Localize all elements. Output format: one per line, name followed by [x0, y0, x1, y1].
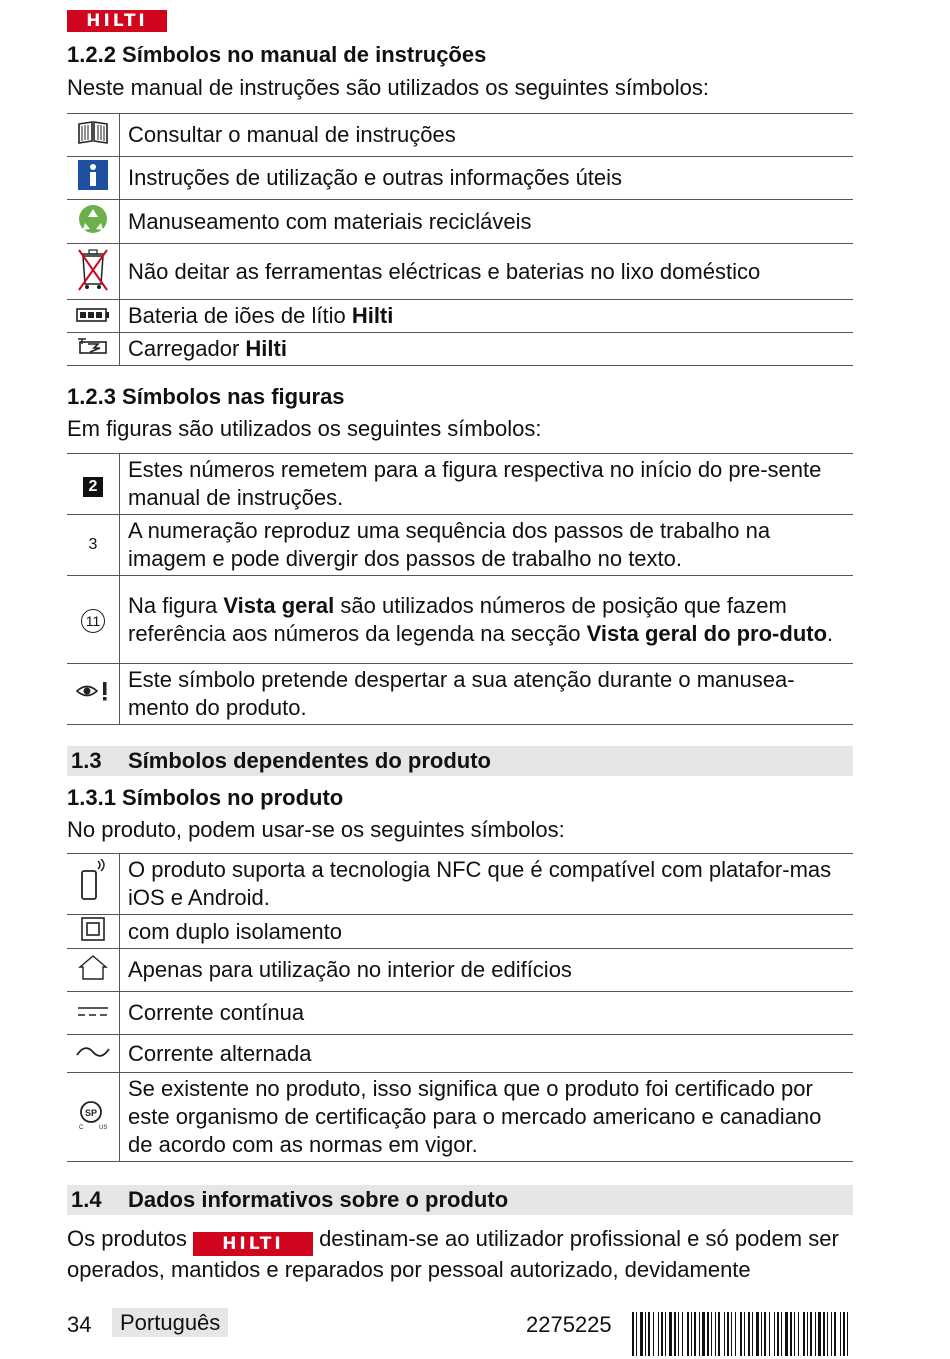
table-row [67, 949, 853, 992]
crossed-bin-icon [67, 244, 120, 300]
table-row [67, 576, 853, 664]
cell-text: . [827, 620, 834, 646]
symbols-table-figures [67, 453, 853, 725]
hilti-inline-logo: HILTI [193, 1232, 313, 1256]
position-number-label: 11 [81, 609, 105, 633]
section-text-1-4 [67, 1225, 853, 1284]
table-row [67, 1035, 853, 1073]
section-intro-1-3-1: No produto, podem usar-se os seguintes símbolos: [67, 817, 565, 842]
double-insulation-icon [67, 915, 120, 949]
step-number-icon [67, 515, 120, 576]
paragraph-text: destinam-se ao utilizador profissional e só podem ser operados, mantidos e reparados por pessoal autorizado, devidamente [67, 1226, 839, 1282]
section-number: 1.4 [71, 1187, 102, 1212]
brand-name: Hilti [351, 303, 394, 328]
position-number-icon [67, 576, 120, 664]
table-cell: Instruções de utilização e outras informações úteis [120, 157, 854, 200]
table-row [67, 157, 853, 200]
svg-text:SP: SP [85, 1108, 98, 1118]
table-cell: Estes números remetem para a figura respectiva no início do pre-sente manual de instruções. [120, 454, 854, 515]
section-heading-1-2-3: 1.2.3 Símbolos nas figuras [67, 384, 345, 409]
battery-icon [67, 300, 120, 333]
barcode [632, 1312, 852, 1356]
manual-book-icon [67, 114, 120, 157]
table-row [67, 1073, 853, 1162]
table-cell: Se existente no produto, isso significa que o produto foi certificado por este organismo de certificação para o mercado americano e canadiano de acordo com as normas em vigor. [120, 1073, 854, 1162]
alternating-current-icon [67, 1035, 120, 1073]
table-cell: Corrente contínua [120, 992, 854, 1035]
info-icon [67, 157, 120, 200]
table-cell [120, 576, 854, 664]
paragraph-text: Os produtos [67, 1226, 193, 1251]
cell-text: Bateria de iões de lítio [128, 303, 352, 328]
table-cell: Corrente alternada [120, 1035, 854, 1073]
section-heading-1-3-1: 1.3.1 Símbolos no produto [67, 785, 344, 810]
figure-number-label: 2 [83, 477, 103, 497]
section-bar-1-3 [67, 746, 853, 776]
table-row [67, 244, 853, 300]
figure-number-icon [67, 454, 120, 515]
section-title: Dados informativos sobre o produto [128, 1187, 509, 1212]
eye-attention-icon [67, 664, 120, 725]
table-row [67, 200, 853, 244]
table-row [67, 664, 853, 725]
hilti-logo: HILTI [67, 10, 167, 32]
table-row [67, 114, 853, 157]
table-row [67, 333, 853, 366]
brand-name: Hilti [245, 336, 287, 361]
table-cell: O produto suporta a tecnologia NFC que é compatível com platafor-mas iOS e Android. [120, 854, 854, 915]
svg-text:C: C [79, 1125, 84, 1130]
table-cell: Consultar o manual de instruções [120, 114, 854, 157]
table-row [67, 992, 853, 1035]
table-cell: Este símbolo pretende despertar a sua atenção durante o manusea-mento do produto. [120, 664, 854, 725]
section-bar-1-4 [67, 1185, 853, 1215]
table-row [67, 454, 853, 515]
table-cell: Manuseamento com materiais recicláveis [120, 200, 854, 244]
section-number: 1.3 [71, 748, 102, 773]
table-cell [120, 333, 854, 366]
table-cell: com duplo isolamento [120, 915, 854, 949]
symbols-table-product [67, 853, 853, 1162]
nfc-phone-icon [67, 854, 120, 915]
step-number-label: 3 [88, 536, 98, 553]
charger-icon [67, 333, 120, 366]
table-row [67, 915, 853, 949]
section-heading-1-2-2: 1.2.2 Símbolos no manual de instruções [67, 42, 487, 67]
cell-text-bold: Vista geral [223, 592, 335, 618]
table-row [67, 300, 853, 333]
section-intro-1-2-3: Em figuras são utilizados os seguintes símbolos: [67, 416, 542, 441]
cell-text-bold: Vista geral do pro-duto [586, 620, 828, 646]
cell-text: são utilizados números de posição que fazem referência aos números da legenda na secção [128, 592, 787, 646]
cell-text: Na figura [128, 592, 224, 618]
svg-text:US: US [99, 1125, 108, 1130]
document-code: 2275225 [526, 1312, 612, 1337]
direct-current-icon [67, 992, 120, 1035]
section-title: Símbolos dependentes do produto [128, 748, 491, 773]
table-row [67, 854, 853, 915]
section-intro-1-2-2: Neste manual de instruções são utilizados os seguintes símbolos: [67, 75, 710, 100]
csa-certification-icon [67, 1073, 120, 1162]
page-number: 34 [67, 1312, 92, 1337]
cell-text: Carregador [128, 336, 246, 361]
table-cell: Não deitar as ferramentas eléctricas e baterias no lixo doméstico [120, 244, 854, 300]
table-cell [120, 300, 854, 333]
language-label: Português [112, 1308, 228, 1337]
recycle-icon [67, 200, 120, 244]
symbols-table-manual [67, 113, 853, 366]
indoor-house-icon [67, 949, 120, 992]
table-cell: A numeração reproduz uma sequência dos passos de trabalho na imagem e pode divergir dos passos de trabalho no texto. [120, 515, 854, 576]
table-row [67, 515, 853, 576]
table-cell: Apenas para utilização no interior de edifícios [120, 949, 854, 992]
footer-language [112, 1310, 228, 1336]
